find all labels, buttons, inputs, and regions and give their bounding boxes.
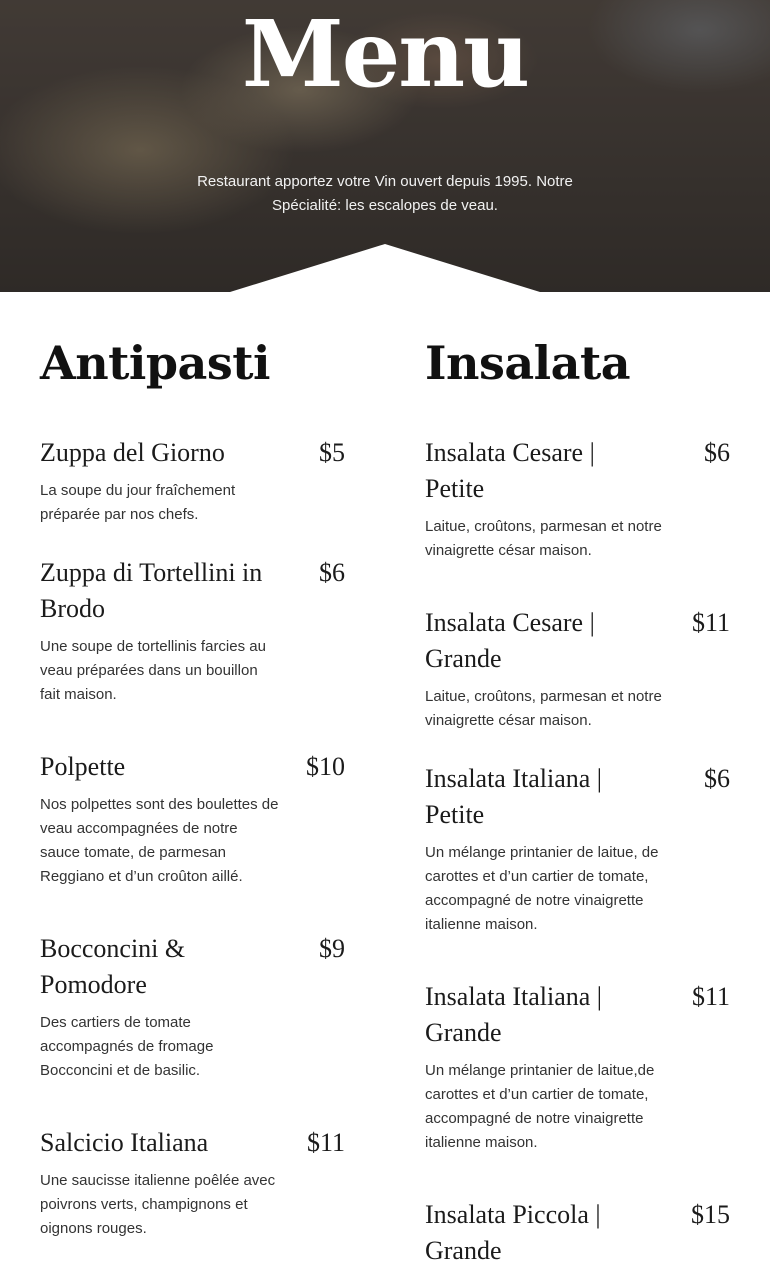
menu-item-price: $15 xyxy=(691,1200,730,1229)
menu-item xyxy=(40,435,345,527)
page-title: Menu xyxy=(241,0,529,108)
menu-item-name: Zuppa di Tortellini in Brodo xyxy=(40,558,263,623)
antipasti-heading: Antipasti xyxy=(40,336,270,390)
menu-item-description: Laitue, croûtons, parmesan et notre vinaigrette césar maison. xyxy=(425,688,662,729)
menu-item-price: $11 xyxy=(691,982,730,1011)
menu-item xyxy=(425,761,730,937)
menu-item-price: $11 xyxy=(691,608,730,637)
menu-item-name: Insalata Piccola | Grande xyxy=(425,1200,601,1265)
menu-item-name: Insalata Italiana | Petite xyxy=(425,764,602,829)
menu-item-description: Nos polpettes sont des boulettes de veau accompagnées de notre sauce tomate, de parmesan Reggiano et d’un croûton aillé. xyxy=(40,796,279,885)
menu-item-name: Salcicio Italiana xyxy=(40,1128,209,1157)
insalata-section xyxy=(425,333,730,1269)
menu-item-name: Polpette xyxy=(40,752,126,781)
menu-item xyxy=(40,1125,345,1241)
hero-subtitle: Restaurant apportez votre Vin ouvert depuis 1995. Notre Spécialité: les escalopes de veau. xyxy=(197,173,573,214)
menu-item-name: Insalata Cesare | Petite xyxy=(425,438,595,503)
menu-item xyxy=(425,605,730,733)
menu-item-price: $6 xyxy=(319,558,345,587)
menu-item-price: $6 xyxy=(704,764,730,793)
chevron-divider xyxy=(0,243,770,293)
menu-item xyxy=(425,1197,730,1269)
menu-item-price: $5 xyxy=(319,438,345,467)
menu-item-name: Insalata Cesare | Grande xyxy=(425,608,595,673)
menu-item-description: Une saucisse italienne poêlée avec poivrons verts, champignons et oignons rouges. xyxy=(40,1172,276,1237)
menu-item-description: Laitue, croûtons, parmesan et notre vinaigrette césar maison. xyxy=(425,518,662,559)
menu-item-name: Insalata Italiana | Grande xyxy=(425,982,602,1047)
menu-item-description: Un mélange printanier de laitue,de carottes et d’un cartier de tomate, accompagné de notre vinaigrette italienne maison. xyxy=(425,1062,655,1151)
menu-item-name: Bocconcini & Pomodore xyxy=(40,934,186,999)
insalata-heading: Insalata xyxy=(425,336,630,390)
menu-item xyxy=(40,931,345,1083)
menu-item xyxy=(425,435,730,563)
menu-item-name: Zuppa del Giorno xyxy=(40,438,225,467)
menu-item-price: $11 xyxy=(306,1128,345,1157)
menu-item-description: Des cartiers de tomate accompagnés de fromage Bocconcini et de basilic. xyxy=(40,1014,214,1079)
menu-item-description: La soupe du jour fraîchement préparée par nos chefs. xyxy=(40,482,236,523)
menu-item-description: Un mélange printanier de laitue, de carottes et d’un cartier de tomate, accompagné de notre vinaigrette italienne maison. xyxy=(425,844,659,933)
menu-item xyxy=(425,979,730,1155)
hero-banner xyxy=(0,0,770,293)
menu-item-price: $9 xyxy=(319,934,345,963)
menu-item xyxy=(40,749,345,889)
menu-item-price: $10 xyxy=(306,752,345,781)
menu-item-price: $6 xyxy=(704,438,730,467)
menu-item xyxy=(40,555,345,707)
antipasti-section xyxy=(40,333,345,1241)
menu-item-description: Une soupe de tortellinis farcies au veau préparées dans un bouillon fait maison. xyxy=(40,638,266,703)
